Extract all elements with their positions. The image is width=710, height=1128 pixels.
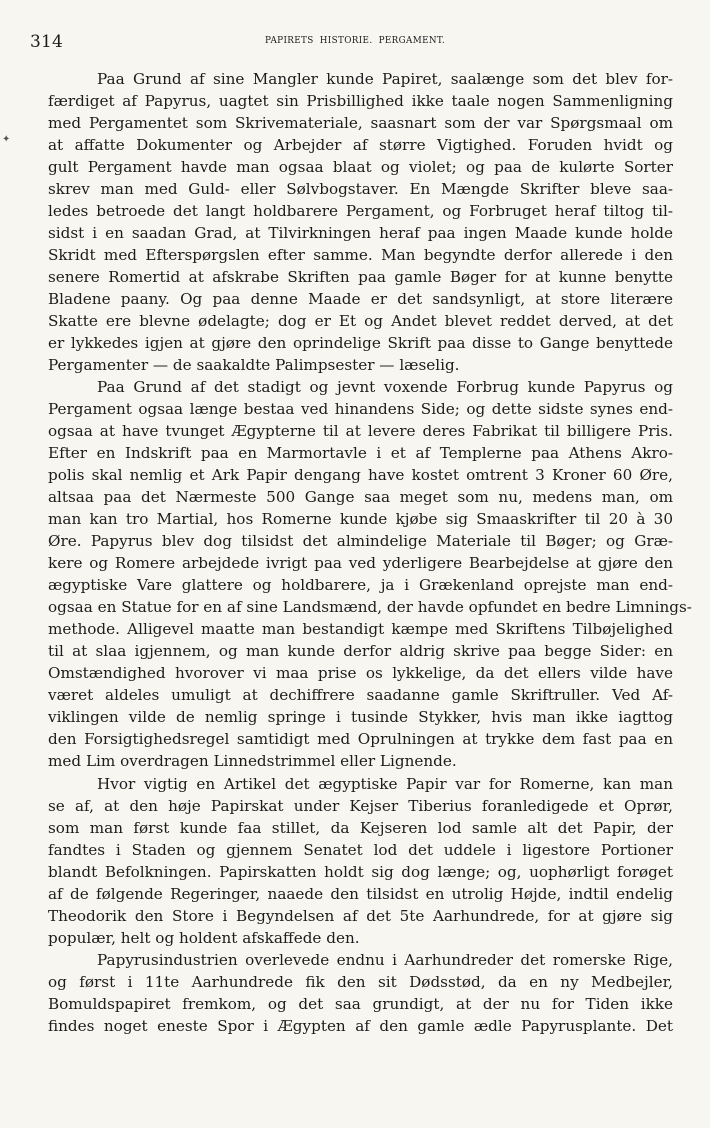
text-line: man kan tro Martial, hos Romerne kunde kjøbe sig Smaaskrifter til 20 à 30 xyxy=(48,510,673,529)
text-line: Papyrusindustrien overlevede endnu i Aarhundreder det romerske Rige, xyxy=(97,950,673,969)
text-line: og først i 11te Aarhundrede fik den sit Dødsstød, da en ny Medbejler, xyxy=(48,972,673,991)
text-line: færdiget af Papyrus, uagtet sin Prisbillighed ikke taale nogen Sammenligning xyxy=(48,92,673,111)
text-line: Pergament ogsaa længe bestaa ved hinandens Side; og dette sidste synes end- xyxy=(48,400,673,419)
text-line: Efter en Indskrift paa en Marmortavle i et af Templerne paa Athens Akro- xyxy=(48,444,673,463)
text-line: skrev man med Guld- eller Sølvbogstaver. En Mængde Skrifter bleve saa- xyxy=(48,180,673,199)
text-line: kere og Romere arbejdede ivrigt paa ved yderligere Bearbejdelse at gjøre den xyxy=(48,554,673,573)
text-line: fandtes i Staden og gjennem Senatet lod det uddele i ligestore Portioner xyxy=(48,840,673,859)
text-line: Skatte ere blevne ødelagte; dog er Et og Andet blevet reddet derved, at det xyxy=(48,312,673,331)
text-line: med Lim overdragen Linnedstrimmel eller Lignende. xyxy=(48,752,457,771)
text-line: Paa Grund af sine Mangler kunde Papiret, saalænge som det blev for- xyxy=(97,70,673,88)
text-line: sidst i en saadan Grad, at Tilvirkningen heraf paa ingen Maade kunde holde xyxy=(48,224,673,243)
text-line: senere Romertid at afskrabe Skriften paa gamle Bøger for at kunne benytte xyxy=(48,268,673,287)
text-line: Pergamenter — de saakaldte Palimpsester — læselig. xyxy=(48,356,460,375)
text-line: med Pergamentet som Skrivemateriale, saasnart som der var Spørgsmaal om xyxy=(48,114,673,133)
text-line: Hvor vigtig en Artikel det ægyptiske Papir var for Romerne, kan man xyxy=(97,774,673,793)
text-line: findes noget eneste Spor i Ægypten af den gamle ædle Papyrusplante. Det xyxy=(48,1016,673,1035)
text-line: blandt Befolkningen. Papirskatten holdt sig dog længe; og, uophørligt forøget xyxy=(48,862,673,881)
page-header xyxy=(0,32,710,56)
text-line: ogsaa en Statue for en af sine Landsmænd, der havde opfundet en bedre Limnings- xyxy=(48,598,692,617)
text-line: som man først kunde faa stillet, da Kejseren lod samle alt det Papir, der xyxy=(48,818,673,837)
text-line: polis skal nemlig et Ark Papir dengang have kostet omtrent 3 Kroner 60 Øre, xyxy=(48,466,673,485)
text-line: ogsaa at have tvunget Ægypterne til at levere deres Fabrikat til billigere Pris. xyxy=(48,422,673,441)
text-line: er lykkedes igjen at gjøre den oprindelige Skrift paa disse to Gange benyttede xyxy=(48,334,673,353)
text-line: altsaa paa det Nærmeste 500 Gange saa meget som nu, medens man, om xyxy=(48,488,673,507)
text-line: gult Pergament havde man ogsaa blaat og violet; og paa de kulørte Sorter xyxy=(48,158,673,177)
text-line: Øre. Papyrus blev dog tilsidst det almindelige Materiale til Bøger; og Græ- xyxy=(48,532,673,551)
text-line: at affatte Dokumenter og Arbejder af større Vigtighed. Foruden hvidt og xyxy=(48,136,673,155)
text-line: den Forsigtighedsregel samtidigt med Oprulningen at trykke dem fast paa en xyxy=(48,730,673,749)
text-line: været aldeles umuligt at dechiffrere saadanne gamle Skriftruller. Ved Af- xyxy=(48,686,673,705)
text-line: ægyptiske Vare glattere og holdbarere, ja i Grækenland oprejste man end- xyxy=(48,576,673,595)
running-head: PAPIRETS HISTORIE. PERGAMENT. xyxy=(265,36,445,46)
text-line: Bladene paany. Og paa denne Maade er det sandsynligt, at store literære xyxy=(48,290,673,309)
text-line: Skridt med Efterspørgslen efter samme. Man begyndte derfor allerede i den xyxy=(48,246,673,265)
page-number: 314 xyxy=(30,32,64,52)
text-line: se af, at den høje Papirskat under Kejser Tiberius foranledigede et Oprør, xyxy=(48,796,673,815)
text-line: Theodorik den Store i Begyndelsen af det 5te Aarhundrede, for at gjøre sig xyxy=(48,906,673,925)
text-line: populær, helt og holdent afskaffede den. xyxy=(48,928,360,947)
text-line: Omstændighed hvorover vi maa prise os lykkelige, da det ellers vilde have xyxy=(48,664,673,683)
text-line: Paa Grund af det stadigt og jevnt voxende Forbrug kunde Papyrus og xyxy=(97,378,673,397)
text-line: til at slaa igjennem, og man kunde derfor aldrig skrive paa begge Sider: en xyxy=(48,642,673,661)
text-line: viklingen vilde de nemlig springe i tusinde Stykker, hvis man ikke iagttog xyxy=(48,708,673,727)
text-line: ledes betroede det langt holdbarere Pergament, og Forbruget heraf tiltog til- xyxy=(48,202,673,221)
text-line: af de følgende Regeringer, naaede den tilsidst en utrolig Højde, indtil endelig xyxy=(48,884,673,903)
text-line: methode. Alligevel maatte man bestandigt kæmpe med Skriftens Tilbøjelighed xyxy=(48,620,673,639)
text-line: Bomuldspapiret fremkom, og det saa grundigt, at der nu for Tiden ikke xyxy=(48,994,673,1013)
margin-mark-icon: ✦ xyxy=(2,134,11,145)
body-text xyxy=(48,68,692,1037)
